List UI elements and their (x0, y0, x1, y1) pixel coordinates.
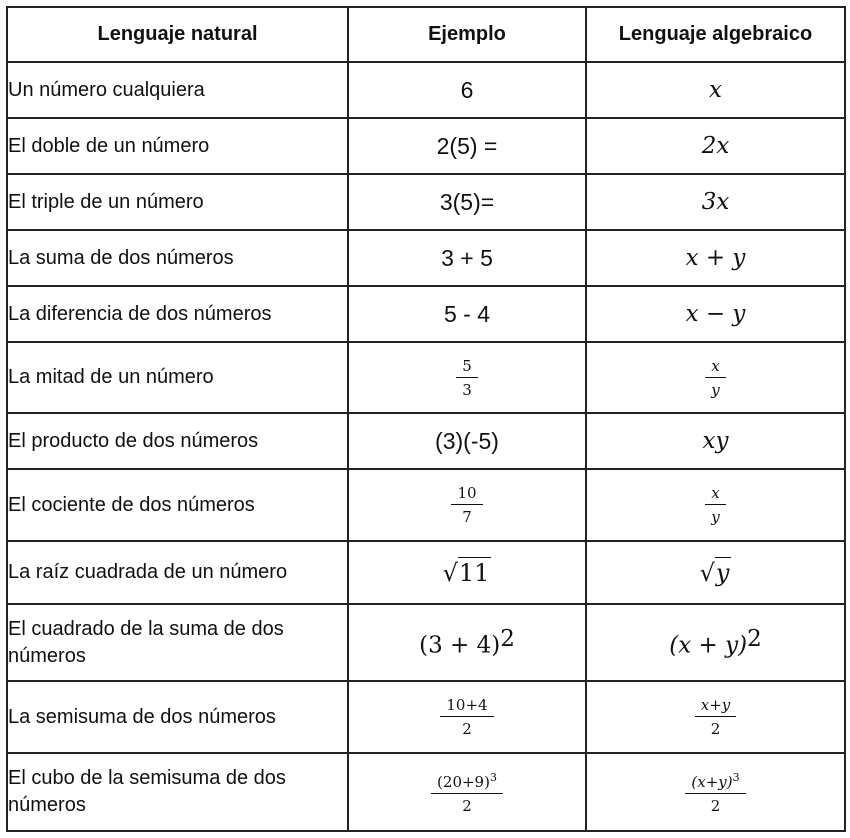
algebraico-fraction (705, 484, 725, 526)
table-row (7, 681, 845, 753)
ejemplo-cell (348, 469, 586, 541)
natural-cell: La suma de dos números (7, 230, 348, 286)
ejemplo-cell (348, 118, 586, 174)
natural-cell: El triple de un número (7, 174, 348, 230)
algebraico-cell (586, 118, 845, 174)
header-natural: Lenguaje natural (7, 7, 348, 62)
table-row (7, 230, 845, 286)
fraction-denominator: 7 (462, 508, 472, 526)
ejemplo-value: (3)(-5) (435, 427, 499, 454)
algebraico-value: x + y (685, 245, 746, 271)
radicand: 11 (458, 558, 490, 587)
ejemplo-value: 2(5) = (436, 132, 498, 159)
fraction-numerator (685, 769, 745, 794)
algebraico-fraction (695, 696, 737, 738)
ejemplo-value: 6 (460, 76, 474, 103)
ejemplo-cell (348, 604, 586, 681)
power-exponent: 2 (500, 626, 515, 653)
power-exponent: 3 (489, 771, 497, 784)
algebraico-fraction (685, 769, 745, 815)
sqrt-expression: √11 (442, 558, 490, 587)
natural-cell: La mitad de un número (7, 342, 348, 413)
natural-cell: El producto de dos números (7, 413, 348, 469)
natural-cell: El cuadrado de la suma de dos números (7, 604, 348, 681)
natural-cell: El cociente de dos números (7, 469, 348, 541)
fraction-denominator: 2 (710, 720, 721, 738)
algebraico-cell (586, 681, 845, 753)
table-row (7, 753, 845, 831)
ejemplo-value: 3(5)= (439, 188, 495, 215)
table-row (7, 118, 845, 174)
table-row (7, 174, 845, 230)
algebraico-value: 3x (701, 189, 730, 215)
power-exponent: 2 (747, 626, 762, 653)
table-row (7, 62, 845, 118)
fraction-numerator: 10+4 (440, 696, 493, 717)
fraction-denominator: 2 (462, 797, 472, 815)
algebraico-value: x − y (685, 301, 746, 327)
fraction-denominator: 2 (710, 797, 721, 815)
ejemplo-cell (348, 62, 586, 118)
ejemplo-fraction (456, 357, 478, 399)
ejemplo-fraction (451, 484, 482, 526)
fraction-numerator (431, 769, 503, 794)
ejemplo-cell (348, 230, 586, 286)
table-row (7, 286, 845, 342)
ejemplo-cell (348, 286, 586, 342)
algebraico-cell (586, 753, 845, 831)
natural-cell: La raíz cuadrada de un número (7, 541, 348, 604)
algebraico-cell (586, 604, 845, 681)
ejemplo-value: 5 - 4 (443, 300, 491, 327)
fraction-denominator: y (711, 508, 720, 526)
natural-cell: La diferencia de dos números (7, 286, 348, 342)
algebraico-cell (586, 541, 845, 604)
algebraico-cell (586, 413, 845, 469)
fraction-denominator: 3 (462, 380, 472, 399)
natural-cell: El doble de un número (7, 118, 348, 174)
natural-cell: Un número cualquiera (7, 62, 348, 118)
algebraico-cell (586, 174, 845, 230)
header-algebraico: Lenguaje algebraico (586, 7, 845, 62)
power-base: (x + y) (669, 632, 748, 659)
power-base: (20+9) (437, 773, 490, 791)
fraction-numerator: x (705, 484, 725, 505)
fraction-numerator: x (705, 357, 725, 378)
expressions-table (6, 6, 846, 832)
fraction-denominator: y (711, 380, 720, 399)
ejemplo-cell (348, 541, 586, 604)
algebraico-cell (586, 230, 845, 286)
ejemplo-cell (348, 753, 586, 831)
header-ejemplo: Ejemplo (348, 7, 586, 62)
fraction-numerator: x+y (695, 696, 737, 717)
ejemplo-fraction (431, 769, 503, 815)
ejemplo-cell (348, 342, 586, 413)
fraction-denominator: 2 (462, 720, 472, 738)
power-exponent: 3 (732, 771, 740, 784)
ejemplo-cell (348, 681, 586, 753)
table-row (7, 413, 845, 469)
header-row (7, 7, 845, 62)
table-row (7, 541, 845, 604)
algebraico-value: xy (702, 428, 729, 454)
fraction-numerator: 10 (451, 484, 482, 505)
fraction-numerator: 5 (456, 357, 478, 378)
algebraico-value: x (709, 77, 722, 103)
algebraico-cell (586, 62, 845, 118)
power-base: (x+y) (691, 773, 733, 791)
algebraico-fraction (705, 357, 725, 399)
table-row (7, 469, 845, 541)
algebraico-cell (586, 469, 845, 541)
ejemplo-cell (348, 413, 586, 469)
ejemplo-value: 3 + 5 (441, 244, 493, 271)
natural-cell: El cubo de la semisuma de dos números (7, 753, 348, 831)
algebraico-cell (586, 286, 845, 342)
ejemplo-fraction (440, 696, 493, 738)
algebraico-cell (586, 342, 845, 413)
algebraico-value: 2x (701, 133, 730, 159)
table-row (7, 342, 845, 413)
ejemplo-cell (348, 174, 586, 230)
radicand: y (715, 558, 730, 587)
table-row (7, 604, 845, 681)
sqrt-expression: √y (699, 558, 730, 587)
natural-cell: La semisuma de dos números (7, 681, 348, 753)
power-base: (3 + 4) (419, 632, 501, 659)
